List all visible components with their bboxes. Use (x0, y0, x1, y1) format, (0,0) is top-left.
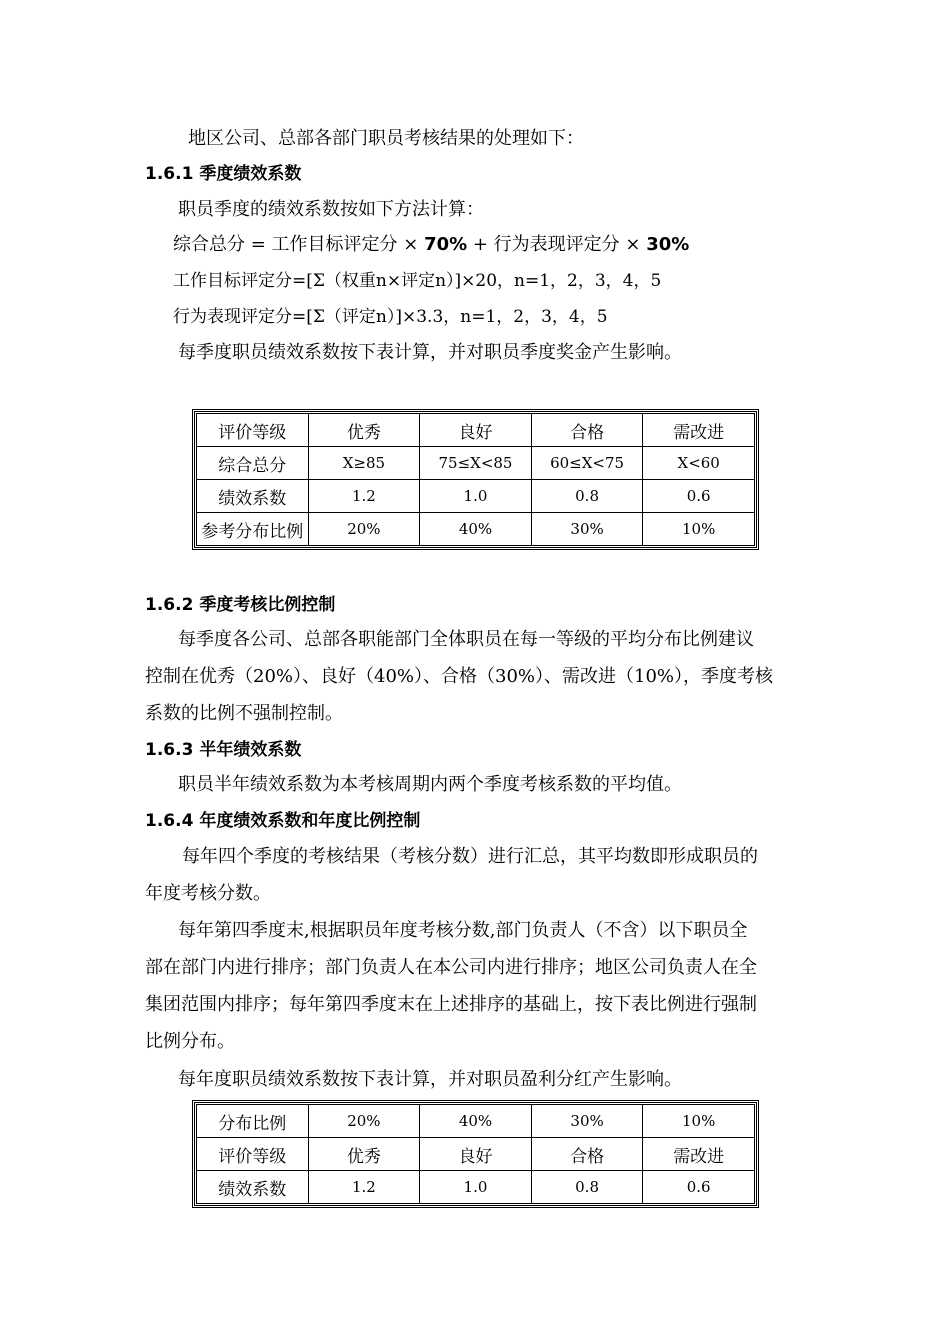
table-cell: 1.0 (420, 480, 532, 513)
table-cell: 评价等级 (197, 414, 309, 447)
table-cell: 合格 (531, 1138, 643, 1171)
section-heading-1-6-1: 1.6.1 季度绩效系数 (145, 164, 302, 184)
table-cell: 0.6 (643, 1171, 755, 1204)
table-cell: 10% (643, 1105, 755, 1138)
table-cell: 优秀 (308, 1138, 420, 1171)
paragraph: 职员半年绩效系数为本考核周期内两个季度考核系数的平均值。 (178, 774, 682, 795)
paragraph-line: 年度考核分数。 (145, 883, 271, 904)
paragraph-line: 每季度各公司、总部各职能部门全体职员在每一等级的平均分布比例建议 (178, 629, 754, 650)
table-cell: 合格 (531, 414, 643, 447)
table-cell: 良好 (420, 414, 532, 447)
table-cell: 评价等级 (197, 1138, 309, 1171)
table-cell: 绩效系数 (197, 1171, 309, 1204)
formula-work-goal: 工作目标评定分=[Σ（权重n×评定n）]×20，n=1，2，3，4，5 (173, 271, 662, 291)
formula-behavior: 行为表现评定分=[Σ（评定n）]×3.3，n=1，2，3，4，5 (173, 307, 608, 327)
table-cell: 40% (420, 1105, 532, 1138)
section-heading-1-6-4: 1.6.4 年度绩效系数和年度比例控制 (145, 811, 421, 831)
paragraph-line: 控制在优秀（20%）、良好（40%）、合格（30%）、需改进（10%），季度考核 (145, 666, 774, 687)
table-cell: 10% (643, 513, 755, 546)
formula-weight-70: 70% (424, 234, 468, 255)
table-cell: X<60 (643, 447, 755, 480)
table-cell: 0.8 (531, 1171, 643, 1204)
table-cell: 20% (308, 1105, 420, 1138)
table-cell: 绩效系数 (197, 480, 309, 513)
table-cell: 20% (308, 513, 420, 546)
table-cell: X≥85 (308, 447, 420, 480)
paragraph: 职员季度的绩效系数按如下方法计算： (178, 199, 484, 220)
table-cell: 30% (531, 513, 643, 546)
table-cell: 75≤X<85 (420, 447, 532, 480)
table-cell: 参考分布比例 (197, 513, 309, 546)
section-heading-1-6-2: 1.6.2 季度考核比例控制 (145, 595, 336, 615)
paragraph-line: 每年四个季度的考核结果（考核分数）进行汇总，其平均数即形成职员的 (182, 846, 758, 867)
table-cell: 0.6 (643, 480, 755, 513)
table-cell: 综合总分 (197, 447, 309, 480)
annual-distribution-table (192, 1100, 759, 1208)
table-cell: 需改进 (643, 414, 755, 447)
quarterly-coefficient-table (192, 409, 759, 550)
paragraph-line: 比例分布。 (145, 1031, 235, 1052)
formula-weight-30: 30% (646, 234, 690, 255)
paragraph-line: 集团范围内排序；每年第四季度末在上述排序的基础上，按下表比例进行强制 (145, 994, 757, 1015)
table-cell: 分布比例 (197, 1105, 309, 1138)
formula-total-score (173, 232, 689, 258)
intro-paragraph: 地区公司、总部各部门职员考核结果的处理如下： (188, 128, 584, 149)
formula-text: + 行为表现评定分 × (467, 234, 647, 255)
section-heading-1-6-3: 1.6.3 半年绩效系数 (145, 740, 302, 760)
paragraph: 每季度职员绩效系数按下表计算，并对职员季度奖金产生影响。 (178, 342, 682, 363)
table-cell: 40% (420, 513, 532, 546)
formula-text: 综合总分 = 工作目标评定分 × (173, 234, 425, 255)
table-cell: 1.2 (308, 480, 420, 513)
table-cell: 优秀 (308, 414, 420, 447)
paragraph-line: 部在部门内进行排序；部门负责人在本公司内进行排序；地区公司负责人在全 (145, 957, 757, 978)
paragraph-line: 每年第四季度末,根据职员年度考核分数,部门负责人（不含）以下职员全 (178, 920, 748, 941)
table-cell: 需改进 (643, 1138, 755, 1171)
table-cell: 60≤X<75 (531, 447, 643, 480)
table-cell: 1.2 (308, 1171, 420, 1204)
table-cell: 1.0 (420, 1171, 532, 1204)
paragraph-line: 系数的比例不强制控制。 (145, 703, 343, 724)
paragraph-line: 每年度职员绩效系数按下表计算，并对职员盈利分红产生影响。 (178, 1069, 682, 1090)
table-cell: 30% (531, 1105, 643, 1138)
table-cell: 0.8 (531, 480, 643, 513)
table-cell: 良好 (420, 1138, 532, 1171)
